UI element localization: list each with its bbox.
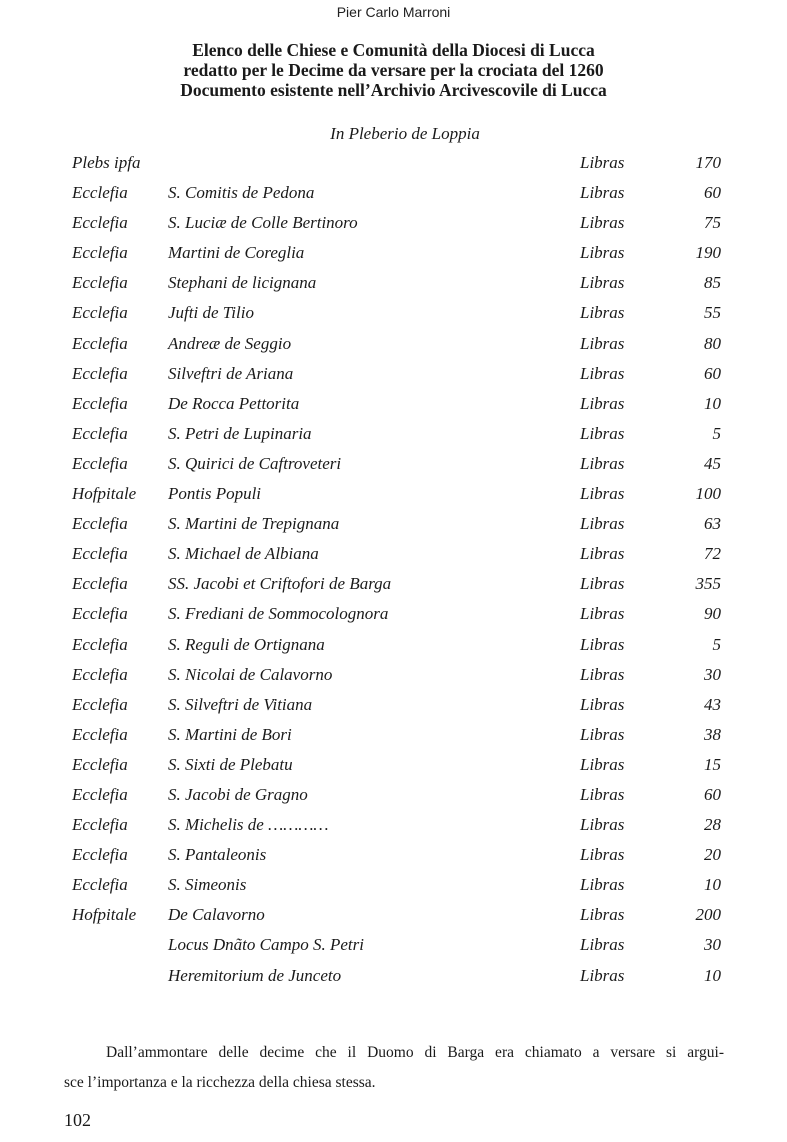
row-unit: Libras <box>580 784 625 804</box>
row-type: Ecclefia <box>72 754 128 774</box>
ledger-row <box>0 539 787 569</box>
row-name: De Rocca Pettorita <box>168 393 300 413</box>
row-unit: Libras <box>580 634 625 654</box>
row-name: S. Michelis de ………… <box>168 815 329 835</box>
ledger-row <box>0 509 787 539</box>
body-paragraph <box>64 1038 724 1098</box>
ledger-row <box>0 599 787 629</box>
row-unit: Libras <box>580 484 625 504</box>
row-name: Stephani de licignana <box>168 273 317 293</box>
row-name: S. Martini de Trepignana <box>168 514 340 534</box>
row-unit: Libras <box>580 664 625 684</box>
row-type: Ecclefia <box>72 875 128 895</box>
row-name: S. Frediani de Sommocolognora <box>168 604 389 624</box>
row-name: S. Nicolai de Calavorno <box>168 664 333 684</box>
row-amount: 20 <box>704 845 721 865</box>
row-unit: Libras <box>580 905 625 925</box>
ledger-row <box>0 810 787 840</box>
row-unit: Libras <box>580 845 625 865</box>
page-number: 102 <box>64 1110 91 1130</box>
running-head: Pier Carlo Marroni <box>336 4 451 20</box>
row-type: Ecclefia <box>72 514 128 534</box>
row-unit: Libras <box>580 393 625 413</box>
row-name: S. Quirici de Caftroveteri <box>168 453 342 473</box>
row-type: Ecclefia <box>72 363 128 383</box>
row-amount: 38 <box>704 724 721 744</box>
row-amount: 100 <box>695 484 721 504</box>
ledger-row <box>0 840 787 870</box>
row-unit: Libras <box>580 604 625 624</box>
ledger-row <box>0 298 787 328</box>
row-type: Ecclefia <box>72 183 128 203</box>
ledger-row <box>0 961 787 991</box>
row-unit: Libras <box>580 754 625 774</box>
row-unit: Libras <box>580 423 625 443</box>
row-amount: 63 <box>704 514 721 534</box>
row-amount: 90 <box>704 604 721 624</box>
row-name: S. Michael de Albiana <box>168 544 319 564</box>
row-amount: 43 <box>704 694 721 714</box>
ledger-row <box>0 389 787 419</box>
row-name: S. Pantaleonis <box>168 845 267 865</box>
row-unit: Libras <box>580 213 625 233</box>
row-amount: 170 <box>695 153 721 172</box>
row-amount: 10 <box>704 393 721 413</box>
ledger-row <box>0 569 787 599</box>
row-amount: 80 <box>704 333 721 353</box>
ledger-row <box>0 178 787 208</box>
ledger-row <box>0 720 787 750</box>
row-amount: 55 <box>704 303 721 323</box>
ledger-row <box>0 238 787 268</box>
row-unit: Libras <box>580 935 625 955</box>
row-name: S. Silveftri de Vitiana <box>168 694 313 714</box>
row-name: Pontis Populi <box>168 484 262 504</box>
row-type: Ecclefia <box>72 604 128 624</box>
row-unit: Libras <box>580 965 625 985</box>
row-unit: Libras <box>580 875 625 895</box>
row-name: S. Jacobi de Gragno <box>168 784 308 804</box>
row-type: Ecclefia <box>72 815 128 835</box>
row-type: Ecclefia <box>72 453 128 473</box>
row-name: S. Comitis de Pedona <box>168 183 315 203</box>
row-amount: 10 <box>704 965 721 985</box>
row-unit: Libras <box>580 363 625 383</box>
row-name: Locus Dnãto Campo S. Petri <box>168 935 364 955</box>
row-unit: Libras <box>580 333 625 353</box>
ledger-row <box>0 750 787 780</box>
row-amount: 15 <box>704 754 721 774</box>
row-unit: Libras <box>580 544 625 564</box>
row-name: Martini de Coreglia <box>168 243 305 263</box>
row-type: Ecclefia <box>72 544 128 564</box>
row-name: S. Reguli de Ortignana <box>168 634 325 654</box>
row-type: Ecclefia <box>72 724 128 744</box>
row-amount: 30 <box>704 664 721 684</box>
row-unit: Libras <box>580 574 625 594</box>
ledger-row <box>0 930 787 960</box>
tithe-ledger <box>0 148 787 991</box>
ledger-row <box>0 479 787 509</box>
body-line-1: Dall’ammontare delle decime che il Duomo di Barga era chiamato a versare si argui- <box>106 1044 724 1061</box>
row-unit: Libras <box>580 815 625 835</box>
row-type: Ecclefia <box>72 333 128 353</box>
row-type: Ecclefia <box>72 845 128 865</box>
row-amount: 85 <box>704 273 721 293</box>
row-amount: 5 <box>712 634 721 654</box>
row-amount: 200 <box>695 905 721 925</box>
section-subtitle: In Pleberio de Loppia <box>330 124 480 143</box>
row-unit: Libras <box>580 694 625 714</box>
row-type: Ecclefia <box>72 303 128 323</box>
row-name: Andreæ de Seggio <box>168 333 292 353</box>
row-amount: 28 <box>704 815 721 835</box>
row-type: Ecclefia <box>72 634 128 654</box>
row-type: Ecclefia <box>72 243 128 263</box>
row-amount: 60 <box>704 784 721 804</box>
row-unit: Libras <box>580 514 625 534</box>
ledger-row <box>0 870 787 900</box>
ledger-row <box>0 148 787 178</box>
row-type: Ecclefia <box>72 574 128 594</box>
ledger-row <box>0 780 787 810</box>
row-amount: 75 <box>704 213 721 233</box>
row-amount: 5 <box>712 423 721 443</box>
ledger-row <box>0 449 787 479</box>
row-amount: 60 <box>704 183 721 203</box>
row-amount: 60 <box>704 363 721 383</box>
title-line-1: Elenco delle Chiese e Comunità della Diocesi di Lucca <box>192 40 595 60</box>
row-unit: Libras <box>580 243 625 263</box>
row-type: Ecclefia <box>72 423 128 443</box>
row-name: SS. Jacobi et Criftofori de Barga <box>168 574 392 594</box>
row-unit: Libras <box>580 303 625 323</box>
document-title <box>0 40 787 100</box>
ledger-row <box>0 690 787 720</box>
row-amount: 355 <box>695 574 721 594</box>
row-type: Plebs ipfa <box>72 153 141 172</box>
ledger-row <box>0 660 787 690</box>
row-type: Ecclefia <box>72 784 128 804</box>
row-name: S. Martini de Bori <box>168 724 292 744</box>
ledger-row <box>0 359 787 389</box>
row-amount: 190 <box>695 243 721 263</box>
row-type: Hofpitale <box>72 905 137 925</box>
ledger-row <box>0 419 787 449</box>
row-unit: Libras <box>580 183 625 203</box>
row-type: Hofpitale <box>72 484 137 504</box>
row-amount: 72 <box>704 544 721 564</box>
row-amount: 10 <box>704 875 721 895</box>
ledger-row <box>0 208 787 238</box>
row-name: S. Petri de Lupinaria <box>168 423 312 443</box>
row-type: Ecclefia <box>72 694 128 714</box>
row-amount: 30 <box>704 935 721 955</box>
row-name: Silveftri de Ariana <box>168 363 294 383</box>
row-unit: Libras <box>580 273 625 293</box>
body-line-2: sce l’importanza e la ricchezza della chiesa stessa. <box>64 1074 376 1091</box>
row-name: De Calavorno <box>168 905 265 925</box>
row-unit: Libras <box>580 724 625 744</box>
title-line-2: redatto per le Decime da versare per la crociata del 1260 <box>183 60 604 80</box>
row-name: Heremitorium de Junceto <box>168 965 342 985</box>
row-type: Ecclefia <box>72 664 128 684</box>
ledger-row <box>0 268 787 298</box>
row-unit: Libras <box>580 153 625 172</box>
ledger-row <box>0 329 787 359</box>
row-amount: 45 <box>704 453 721 473</box>
row-type: Ecclefia <box>72 273 128 293</box>
row-type: Ecclefia <box>72 393 128 413</box>
ledger-row <box>0 630 787 660</box>
row-unit: Libras <box>580 453 625 473</box>
row-type: Ecclefia <box>72 213 128 233</box>
title-line-3: Documento esistente nell’Archivio Arcivescovile di Lucca <box>180 80 607 100</box>
row-name: S. Simeonis <box>168 875 247 895</box>
row-name: Jufti de Tilio <box>168 303 254 323</box>
row-name: S. Sixti de Plebatu <box>168 754 293 774</box>
row-name: S. Luciæ de Colle Bertinoro <box>168 213 358 233</box>
ledger-row <box>0 900 787 930</box>
